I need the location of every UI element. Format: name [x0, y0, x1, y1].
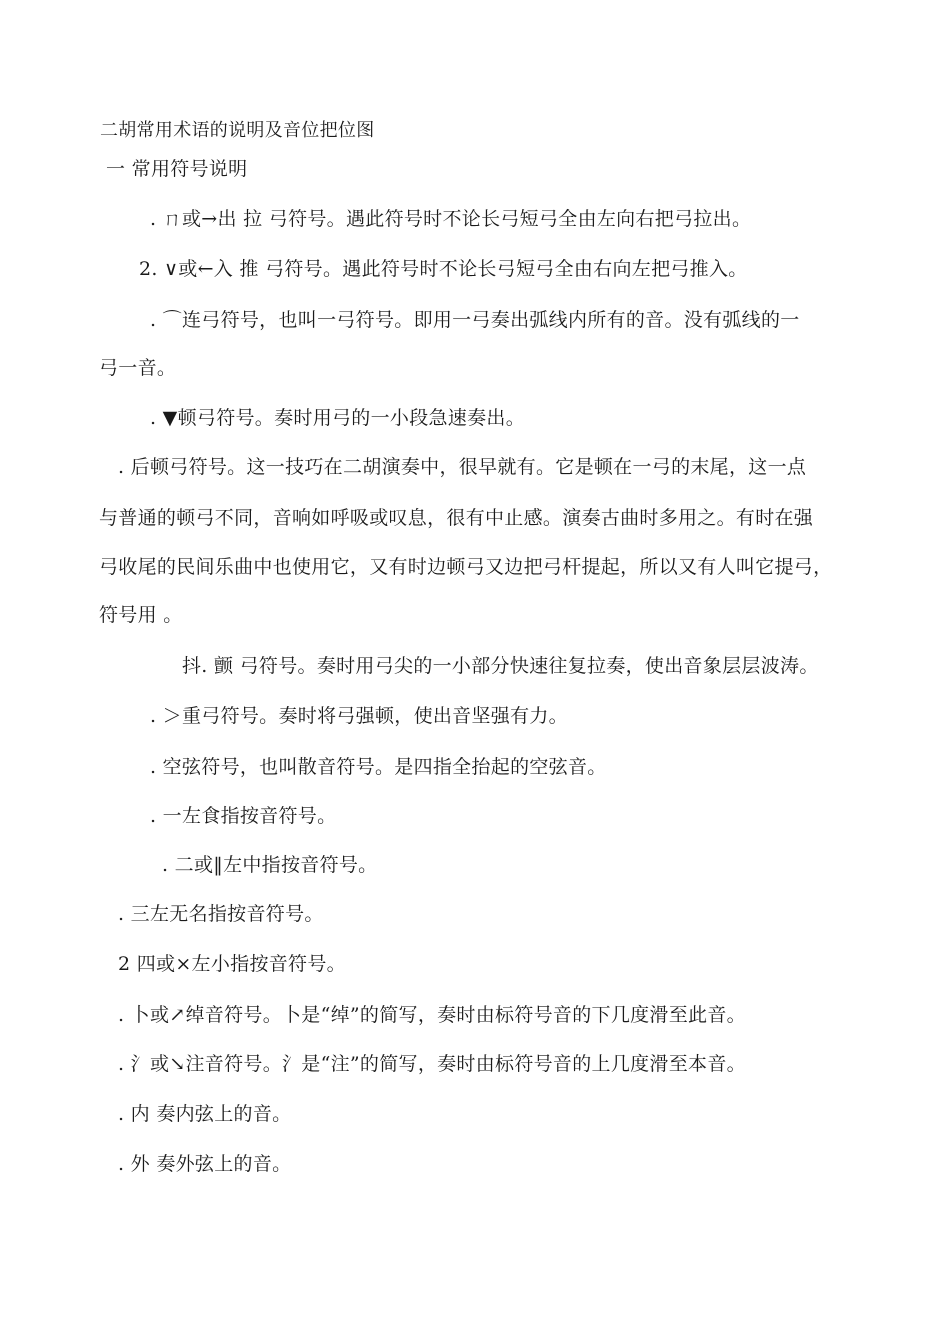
list-item: 符号用 。: [99, 604, 183, 626]
list-item: 抖. 颤 弓符号。奏时用弓尖的一小部分快速往复拉奏，使出音象层层波涛。: [182, 655, 819, 677]
list-item: . 三左无名指按音符号。: [118, 903, 324, 925]
list-item: . ＞重弓符号。奏时将弓强顿，使出音坚强有力。: [150, 705, 568, 727]
list-item: . 氵或↘注音符号。氵是“注”的简写，奏时由标符号音的上几度滑至本音。: [118, 1053, 746, 1075]
list-item: . ▼顿弓符号。奏时用弓的一小段急速奏出。: [150, 407, 525, 429]
list-item: . 后顿弓符号。这一技巧在二胡演奏中，很早就有。它是顿在一弓的末尾，这一点: [118, 456, 807, 478]
list-item: 与普通的顿弓不同，音响如呼吸或叹息，很有中止感。演奏古曲时多用之。有时在强: [99, 507, 814, 529]
document-title: 二胡常用术语的说明及音位把位图: [100, 120, 375, 141]
list-item: 2. ∨或←入 推 弓符号。遇此符号时不论长弓短弓全由右向左把弓推入。: [139, 258, 748, 280]
list-item: 弓一音。: [99, 357, 177, 379]
section-heading: 一 常用符号说明: [106, 158, 248, 180]
list-item: . ㄇ或→出 拉 弓符号。遇此符号时不论长弓短弓全由左向右把弓拉出。: [150, 208, 752, 230]
list-item: 弓收尾的民间乐曲中也使用它，又有时边顿弓又边把弓杆提起，所以又有人叫它提弓，: [99, 556, 833, 578]
list-item: . 空弦符号，也叫散音符号。是四指全抬起的空弦音。: [150, 756, 607, 778]
list-item: . 外 奏外弦上的音。: [118, 1153, 292, 1175]
list-item: . 二或‖左中指按音符号。: [162, 854, 378, 876]
list-item: . 一左食指按音符号。: [150, 805, 337, 827]
list-item: . 内 奏内弦上的音。: [118, 1103, 292, 1125]
list-item: . ⌒连弓符号，也叫一弓符号。即用一弓奏出弧线内所有的音。没有弧线的一: [150, 309, 800, 331]
list-item: 2 四或×左小指按音符号。: [118, 953, 346, 975]
list-item: . 卜或↗绰音符号。卜是“绰”的简写，奏时由标符号音的下几度滑至此音。: [118, 1004, 746, 1026]
